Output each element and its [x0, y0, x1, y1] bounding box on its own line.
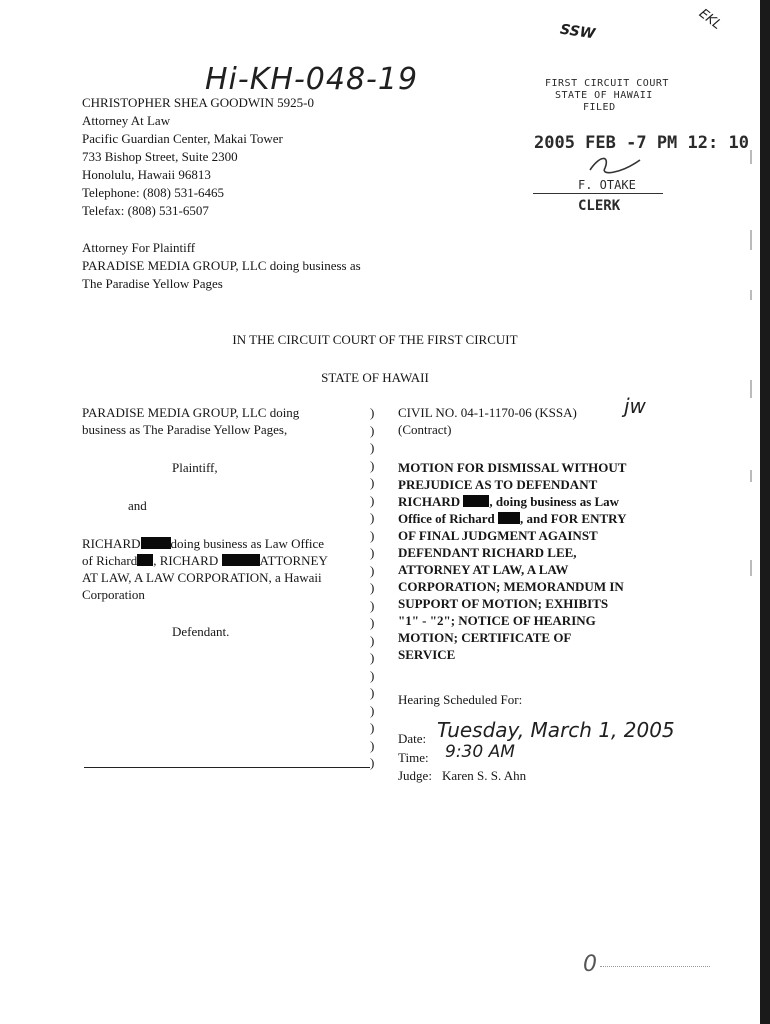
defendant-text: of Richard: [82, 553, 138, 568]
defendant-line: Corporation: [82, 587, 145, 602]
stamp-rule: [533, 193, 663, 194]
stamp-state: STATE OF HAWAII: [555, 90, 653, 101]
hearing-time-label: Time:: [398, 750, 429, 765]
motion-title-line: CORPORATION; MEMORANDUM IN: [398, 579, 624, 594]
hearing-scheduled-label: Hearing Scheduled For:: [398, 692, 523, 707]
hearing-time-value: 9:30 AM: [445, 742, 515, 762]
caption-rule: [84, 767, 370, 768]
court-heading: IN THE CIRCUIT COURT OF THE FIRST CIRCUIT: [232, 332, 518, 347]
redaction-box: [222, 554, 260, 566]
stamp-clerk-title: CLERK: [578, 198, 621, 214]
handwritten-case-id: Hi-KH-048-19: [205, 62, 419, 97]
scan-mark: [750, 470, 752, 482]
clerk-signature: [585, 150, 645, 178]
hearing-judge-value: Karen S. S. Ahn: [442, 768, 527, 783]
ekl-initials: EKL: [695, 6, 725, 33]
case-type: (Contract): [398, 422, 452, 437]
motion-title-line: Office of Richard , and FOR ENTRY: [398, 511, 627, 526]
defendant-text: RICHARD: [82, 536, 141, 551]
motion-title-line: PREJUDICE AS TO DEFENDANT: [398, 477, 598, 492]
motion-title-line: MOTION; CERTIFICATE OF: [398, 630, 572, 645]
motion-title-line: "1" - "2"; NOTICE OF HEARING: [398, 613, 596, 628]
ssw-initials: SSW: [559, 21, 597, 43]
case-initials: jw: [624, 394, 646, 418]
court-state: STATE OF HAWAII: [321, 370, 429, 385]
motion-title-line: SUPPORT OF MOTION; EXHIBITS: [398, 596, 609, 611]
hearing-date-label: Date:: [398, 731, 427, 746]
hearing-date-value: Tuesday, March 1, 2005: [437, 718, 675, 742]
defendant-text: , RICHARD: [153, 553, 219, 568]
attorney-line: Pacific Guardian Center, Makai Tower: [82, 131, 283, 146]
defendant-line: [82, 552, 328, 570]
motion-title-line: SERVICE: [398, 647, 456, 662]
civil-number: CIVIL NO. 04-1-1170-06 (KSSA): [398, 405, 577, 420]
redaction-box: [137, 554, 153, 566]
motion-title-line: ATTORNEY AT LAW, A LAW: [398, 562, 569, 577]
defendant-role: Defendant.: [172, 624, 230, 639]
motion-title-line: DEFENDANT RICHARD LEE,: [398, 545, 577, 560]
scan-mark: [750, 290, 752, 300]
scan-mark: [750, 230, 752, 250]
redaction-box: [463, 495, 489, 507]
defendant-line: [82, 535, 324, 553]
defendant-text: ATTORNEY: [259, 553, 328, 568]
caption-and: and: [128, 498, 147, 513]
scan-mark: [750, 560, 752, 576]
attorney-for: PARADISE MEDIA GROUP, LLC doing business as: [82, 258, 361, 273]
attorney-fax: Telefax: (808) 531-6507: [82, 203, 209, 218]
defendant-line: AT LAW, A LAW CORPORATION, a Hawaii: [82, 570, 322, 585]
attorney-line: 733 Bishop Street, Suite 2300: [82, 149, 238, 164]
footer-mark: 0: [583, 952, 597, 977]
redaction-box: [498, 512, 520, 524]
redaction-box: [141, 537, 171, 549]
motion-title-line: MOTION FOR DISMISSAL WITHOUT: [398, 460, 627, 475]
plaintiff-role: Plaintiff,: [172, 460, 218, 475]
plaintiff-name: PARADISE MEDIA GROUP, LLC doing: [82, 405, 300, 420]
plaintiff-name: business as The Paradise Yellow Pages,: [82, 422, 288, 437]
attorney-for: Attorney For Plaintiff: [82, 240, 196, 255]
scan-mark: [750, 380, 752, 398]
attorney-line: Attorney At Law: [82, 113, 171, 128]
hearing-judge-label: Judge:: [398, 768, 432, 783]
stamp-filed: FILED: [583, 102, 616, 113]
stamp-court: FIRST CIRCUIT COURT: [545, 78, 669, 89]
attorney-name: CHRISTOPHER SHEA GOODWIN 5925-0: [82, 95, 314, 110]
attorney-for: The Paradise Yellow Pages: [82, 276, 223, 291]
attorney-line: Honolulu, Hawaii 96813: [82, 167, 211, 182]
scan-mark: [750, 150, 752, 164]
attorney-phone: Telephone: (808) 531-6465: [82, 185, 225, 200]
caption-parens: ) ) ) ) ) ) ) ) ) ) ) ) ) ) ) ) ) ) ) ) ): [370, 405, 375, 770]
motion-title-line: OF FINAL JUDGMENT AGAINST: [398, 528, 598, 543]
footer-faint-line: [600, 966, 710, 968]
scan-edge: [760, 0, 770, 1024]
stamp-clerk-name: F. OTAKE: [578, 178, 636, 192]
stamp-datetime: 2005 FEB -7 PM 12: 10: [534, 133, 749, 153]
defendant-text: doing business as Law Office: [170, 536, 325, 551]
motion-title-line: RICHARD , doing business as Law: [398, 494, 620, 509]
